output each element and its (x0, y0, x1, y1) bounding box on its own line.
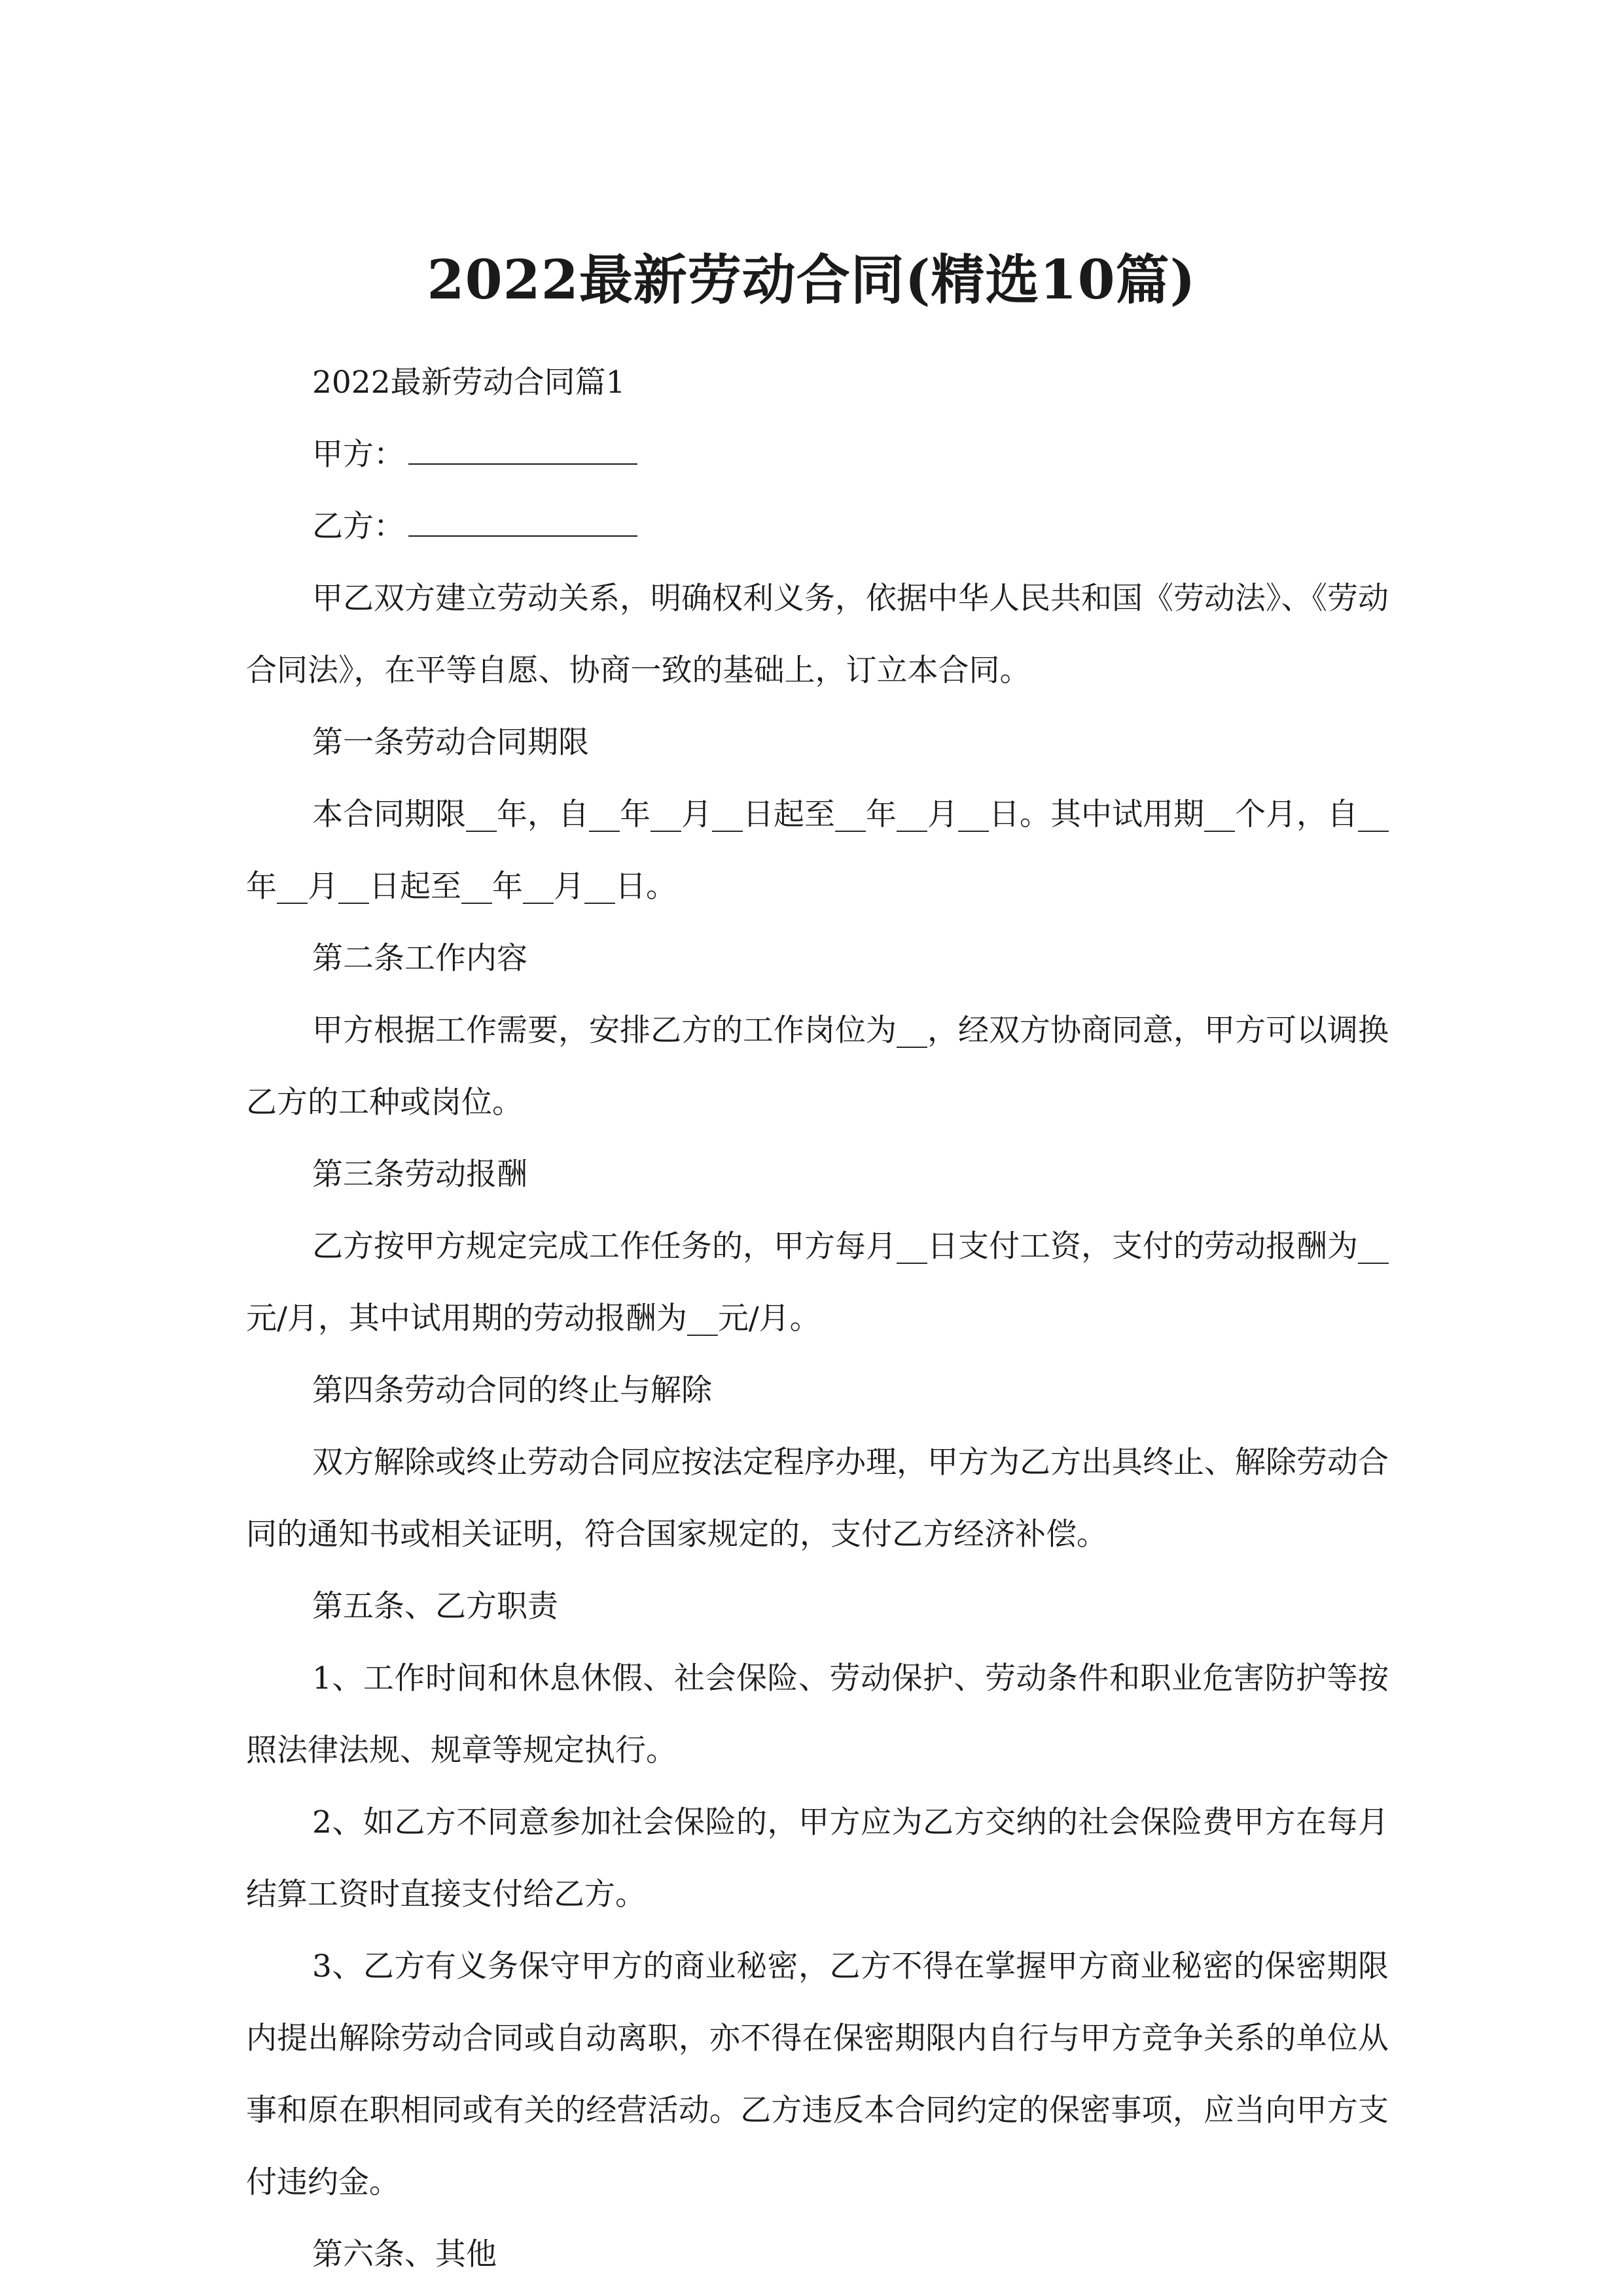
document-title: 2022最新劳动合同(精选10篇) (427, 248, 1196, 312)
article6-heading: 第六条、其他 (312, 2236, 497, 2272)
article3-heading: 第三条劳动报酬 (312, 1157, 527, 1193)
article5-heading: 第五条、乙方职责 (312, 1588, 558, 1624)
article4-body: 双方解除或终止劳动合同应按法定程序办理，甲方为乙方出具终止、解除劳动合同的通知书或相关证明，符合国家规定的，支付乙方经济补偿。 (246, 1444, 1389, 1552)
document-body (246, 347, 1389, 2291)
article1-heading: 第一条劳动合同期限 (312, 725, 589, 761)
party-a-blank (408, 437, 637, 465)
party-a-line (246, 419, 1389, 491)
article5-item-1: 1、工作时间和休息休假、社会保险、劳动保护、劳动条件和职业危害防护等按照法律法规、规章等规定执行。 (246, 1660, 1389, 1768)
party-b-label: 乙方： (312, 509, 404, 545)
intro-paragraph: 甲乙双方建立劳动关系，明确权利义务，依据中华人民共和国《劳动法》、《劳动合同法》，在平等自愿、协商一致的基础上，订立本合同。 (246, 581, 1389, 689)
article2-body: 甲方根据工作需要，安排乙方的工作岗位为__，经双方协商同意，甲方可以调换乙方的工种或岗位。 (246, 1013, 1389, 1121)
article5-item-3: 3、乙方有义务保守甲方的商业秘密，乙方不得在掌握甲方商业秘密的保密期限内提出解除劳动合同或自动离职，亦不得在保密期限内自行与甲方竞争关系的单位从事和原在职相同或有关的经营活动。乙方违反本合同约定的保密事项，应当向甲方支付违约金。 (246, 1948, 1389, 2200)
article1-body: 本合同期限__年，自__年__月__日起至__年__月__日。其中试用期__个月，自__年__月__日起至__年__月__日。 (246, 797, 1389, 905)
article5-item-2: 2、如乙方不同意参加社会保险的，甲方应为乙方交纳的社会保险费甲方在每月结算工资时直接支付给乙方。 (246, 1804, 1389, 1912)
article3-body: 乙方按甲方规定完成工作任务的，甲方每月__日支付工资，支付的劳动报酬为__元/月，其中试用期的劳动报酬为__元/月。 (246, 1229, 1389, 1336)
party-b-blank (408, 509, 637, 537)
article2-heading: 第二条工作内容 (312, 941, 527, 977)
article4-heading: 第四条劳动合同的终止与解除 (312, 1372, 712, 1408)
section-title: 2022最新劳动合同篇1 (312, 365, 626, 401)
party-b-line (246, 491, 1389, 563)
party-a-label: 甲方： (312, 437, 404, 473)
